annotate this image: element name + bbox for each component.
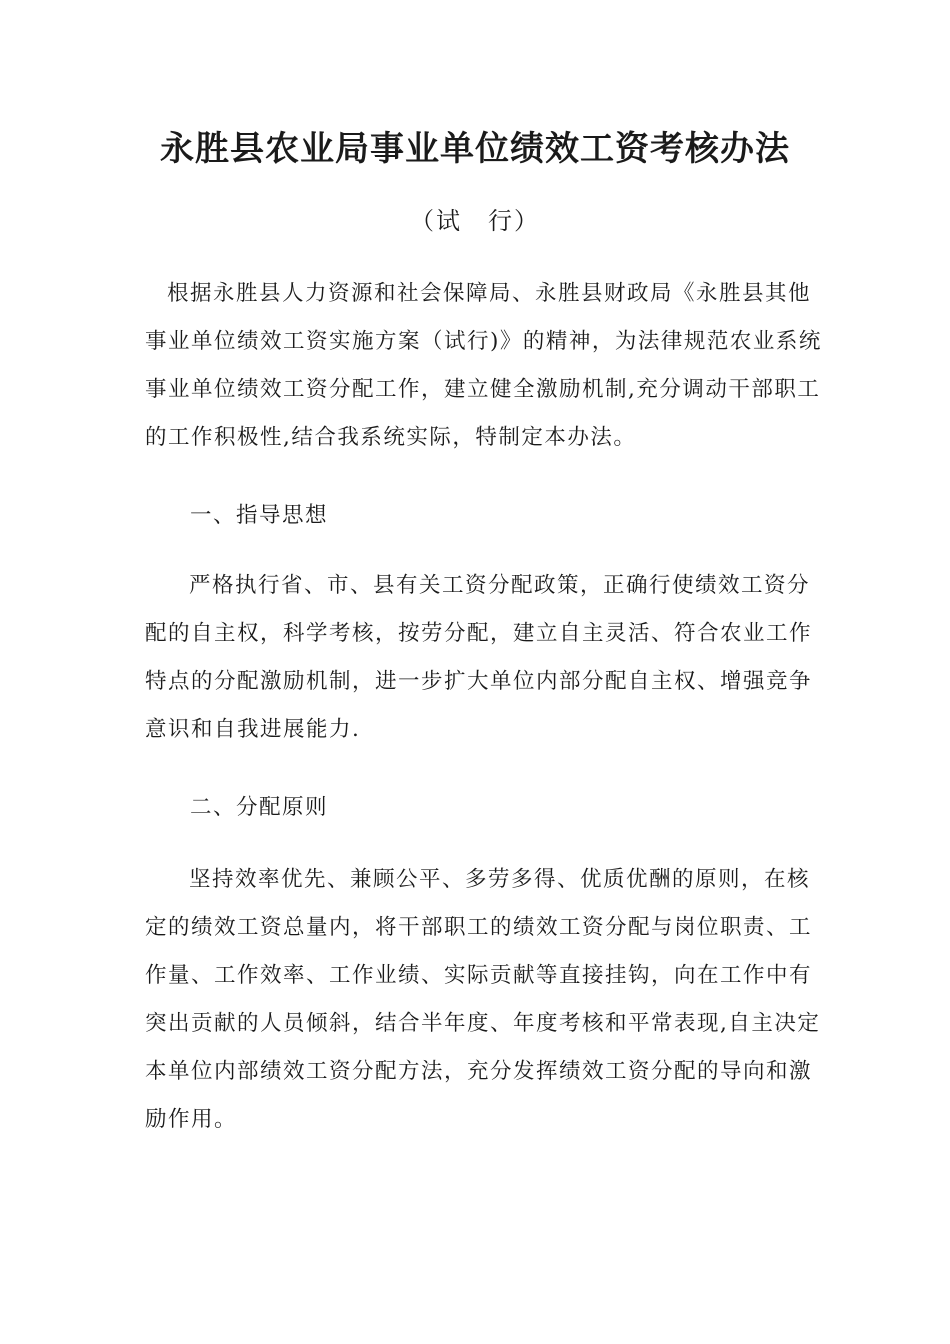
intro-paragraph (145, 270, 822, 462)
section-heading-guiding-ideology: 一、指导思想 (190, 503, 329, 528)
intro-line: 根据永胜县人力资源和社会保障局、永胜县财政局《永胜县其他 (167, 281, 812, 306)
paragraph-line: 作量、工作效率、工作业绩、实际贡献等直接挂钩，向在工作中有 (145, 963, 813, 988)
section-paragraph-distribution-principles (145, 856, 821, 1144)
paragraph-line: 意识和自我进展能力. (145, 717, 361, 742)
intro-line: 事业单位绩效工资实施方案（试行)》的精神，为法律规范农业系统 (145, 329, 822, 354)
section-paragraph-guiding-ideology (145, 562, 813, 754)
document-subtitle: （试 行） (410, 207, 540, 235)
paragraph-line: 定的绩效工资总量内，将干部职工的绩效工资分配与岗位职责、工 (145, 915, 813, 940)
paragraph-line: 本单位内部绩效工资分配方法，充分发挥绩效工资分配的导向和激 (145, 1059, 813, 1084)
intro-line: 事业单位绩效工资分配工作，建立健全激励机制,充分调动干部职工 (145, 377, 821, 402)
document-title: 永胜县农业局事业单位绩效工资考核办法 (160, 129, 790, 169)
section-heading-distribution-principles: 二、分配原则 (190, 795, 329, 820)
paragraph-line: 突出贡献的人员倾斜，结合半年度、年度考核和平常表现,自主决定 (145, 1011, 821, 1036)
paragraph-line: 励作用。 (145, 1107, 238, 1132)
paragraph-line: 特点的分配激励机制，进一步扩大单位内部分配自主权、增强竞争 (145, 669, 813, 694)
paragraph-line: 坚持效率优先、兼顾公平、多劳多得、优质优酬的原则，在核 (189, 867, 811, 892)
paragraph-line: 配的自主权，科学考核，按劳分配，建立自主灵活、符合农业工作 (145, 621, 813, 646)
intro-line: 的工作积极性,结合我系统实际，特制定本办法。 (145, 425, 637, 450)
paragraph-line: 严格执行省、市、县有关工资分配政策，正确行使绩效工资分 (189, 573, 811, 598)
